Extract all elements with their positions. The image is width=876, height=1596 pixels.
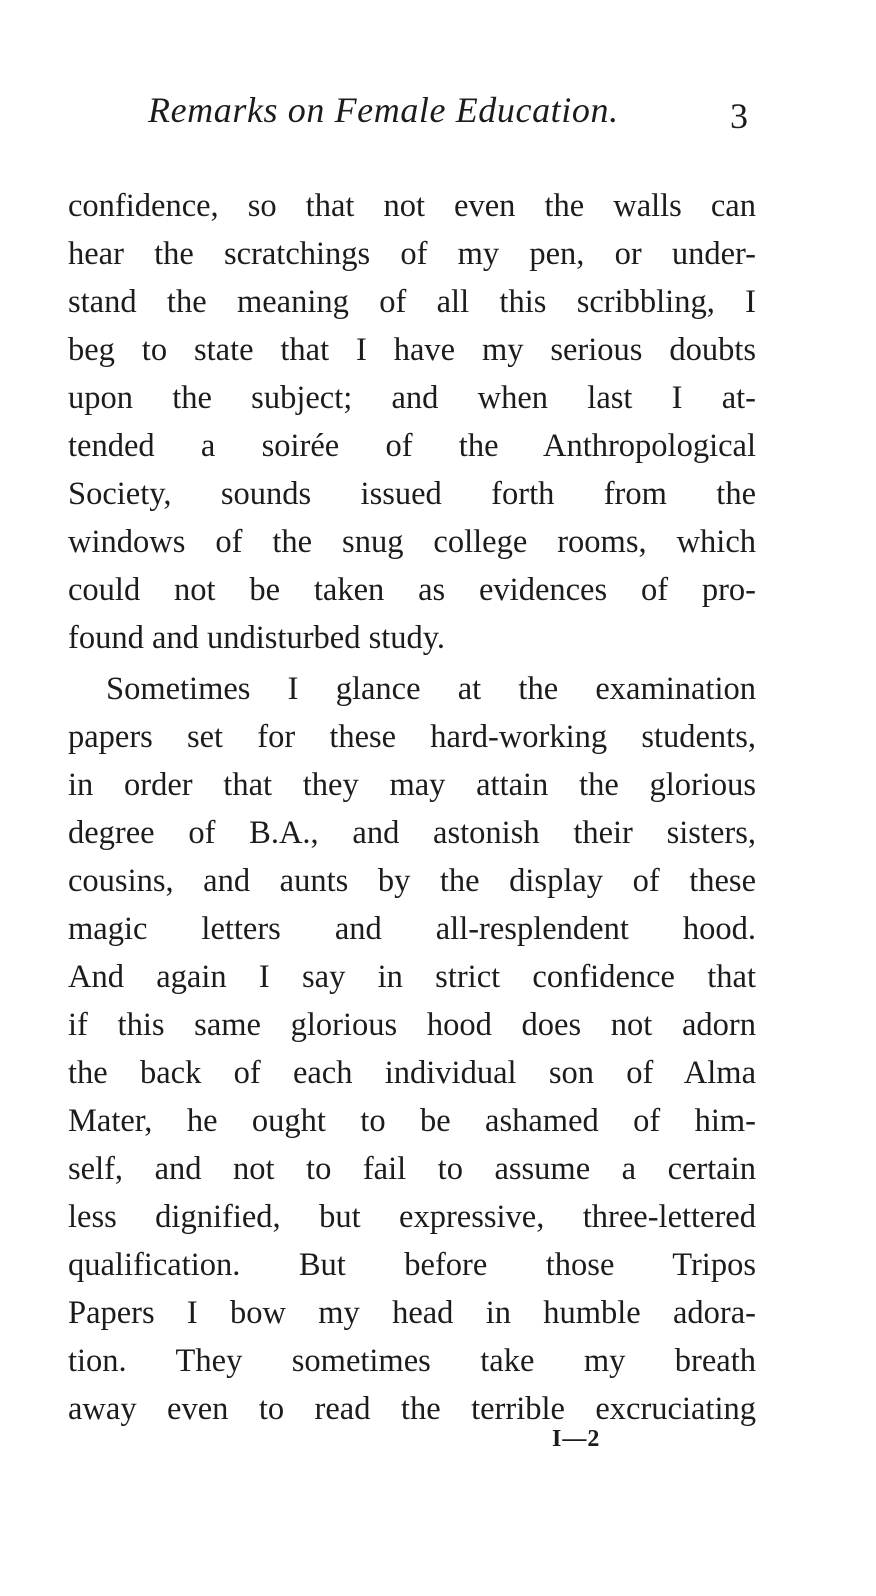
text-line: confidence, so that not even the walls can (68, 188, 756, 224)
text-line: magic letters and all-resplendent hood. (68, 911, 756, 947)
text-line: hear the scratchings of my pen, or under- (68, 236, 756, 272)
page-number: 3 (730, 96, 748, 136)
text-line: Sometimes I glance at the examination (106, 671, 756, 707)
text-line: tion. They sometimes take my breath (68, 1343, 756, 1379)
text-line: tended a soirée of the Anthropological (68, 428, 756, 464)
text-line: away even to read the terrible excruciating (68, 1391, 756, 1427)
text-line: upon the subject; and when last I at- (68, 380, 756, 416)
text-line: Papers I bow my head in humble adora- (68, 1295, 756, 1331)
text-line: if this same glorious hood does not adorn (68, 1007, 756, 1043)
text-line: self, and not to fail to assume a certain (68, 1151, 756, 1187)
text-line: cousins, and aunts by the display of these (68, 863, 756, 899)
text-line: found and undisturbed study. (68, 620, 446, 656)
running-head-title: Remarks on Female Education. (148, 90, 619, 130)
paragraph (68, 182, 756, 662)
text-line: could not be taken as evidences of pro- (68, 572, 756, 608)
text-line: Mater, he ought to be ashamed of him- (68, 1103, 756, 1139)
text-line: beg to state that I have my serious doubts (68, 332, 756, 368)
text-line: Society, sounds issued forth from the (68, 476, 756, 512)
text-line: the back of each individual son of Alma (68, 1055, 756, 1091)
text-line: degree of B.A., and astonish their sisters, (68, 815, 756, 851)
body-text (68, 182, 756, 1433)
text-line: And again I say in strict confidence that (68, 959, 756, 995)
text-line: less dignified, but expressive, three-lettered (68, 1199, 756, 1235)
text-line: papers set for these hard-working students, (68, 719, 756, 755)
text-line: in order that they may attain the glorious (68, 767, 756, 803)
signature-mark: I—2 (552, 1426, 601, 1452)
paragraph (68, 665, 756, 1433)
text-line: qualification. But before those Tripos (68, 1247, 756, 1283)
text-line: stand the meaning of all this scribbling, I (68, 284, 756, 320)
text-line: windows of the snug college rooms, which (68, 524, 756, 560)
